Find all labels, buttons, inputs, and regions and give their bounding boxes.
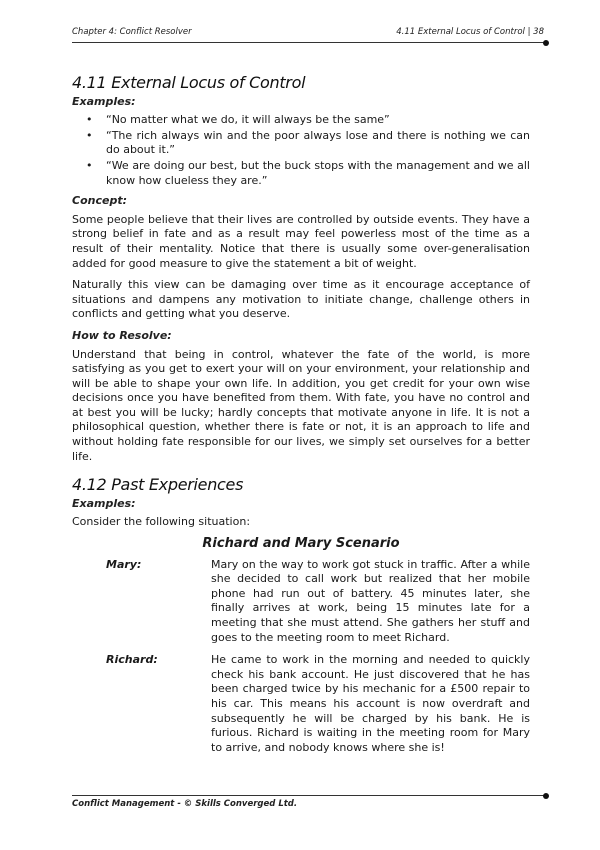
speaker-label: Mary:	[106, 557, 142, 571]
speaker-label: Richard:	[106, 653, 158, 667]
scenario-title: Richard and Mary Scenario	[202, 536, 400, 552]
footer-rule	[72, 795, 544, 796]
list-item: • “The rich always win and the poor always lose and there is nothing we can do about it.”	[86, 128, 530, 157]
section-title-4-11: 4.11 External Locus of Control	[72, 73, 306, 92]
footer-rule-dot	[543, 793, 549, 799]
concept-paragraph: Naturally this view can be damaging over time as it encourage acceptance of situations and dampens any motivation to initiate change, challenge others in conflicts and getting what you deserve.	[72, 278, 530, 321]
section-page-label: 4.11 External Locus of Control | 38	[396, 27, 544, 37]
list-item: • “We are doing our best, but the buck stops with the management and we all know how clueless they are.”	[86, 158, 530, 187]
header-rule-dot	[543, 40, 549, 46]
page-footer: Conflict Management - © Skills Converged Ltd.	[72, 799, 298, 809]
dialogue-turn	[72, 558, 530, 654]
examples-list	[72, 113, 530, 188]
resolve-heading: How to Resolve:	[72, 328, 172, 342]
section-title-4-12: 4.12 Past Experiences	[72, 475, 244, 495]
bullet-icon: •	[86, 128, 93, 142]
resolve-paragraph: Understand that being in control, whatever the fate of the world, is more satisfying as you get to exert your will on your environment, your relationship and will be able to shape your own life. In addition, you get credit for your own wise decisions once you have benefited from them. With fate, you have no control and at best you will be lucky; hardly concepts that motivate anyone in life. It is not a philosophical question, whether there is fate or not, it is an approach to life and without holding fate responsible for our lives, we simply set ourselves for a better life.	[72, 347, 530, 463]
list-item: • “No matter what we do, it will always be the same”	[86, 113, 390, 127]
examples-heading: Examples:	[72, 94, 136, 108]
examples-heading: Examples:	[72, 496, 136, 510]
speaker-text: He came to work in the morning and needed to quickly check his bank account. He just discovered that he has been charged twice by his mechanic for a £500 repair to his car. This means his account is now overdraft and subsequently he will be charged by his bank. He is furious. Richard is waiting in the meeting room for Mary to arrive, and nobody knows where she is!	[211, 653, 530, 754]
header-rule	[72, 42, 544, 43]
bullet-icon: •	[86, 158, 93, 172]
dialogue-turn	[72, 653, 530, 763]
bullet-icon: •	[86, 113, 93, 127]
concept-paragraph: Some people believe that their lives are controlled by outside events. They have a strong belief in fate and as a result may feel powerless most of the time as a result of their mentality. Notice that there is usually some over-generalisation added for good measure to give the statement a bit of weight.	[72, 212, 530, 270]
scenario-dialogue	[72, 558, 530, 764]
scenario-intro: Consider the following situation:	[72, 515, 251, 529]
chapter-label: Chapter 4: Conflict Resolver	[72, 27, 192, 37]
speaker-text: Mary on the way to work got stuck in traffic. After a while she decided to call work but realized that her mobile phone had run out of battery. 45 minutes later, she finally arrives at work, being 15 minutes late for a meeting that she must attend. She gathers her stuff and goes to the meeting room to meet Richard.	[211, 557, 530, 644]
page-content	[72, 70, 530, 763]
concept-heading: Concept:	[72, 194, 127, 208]
